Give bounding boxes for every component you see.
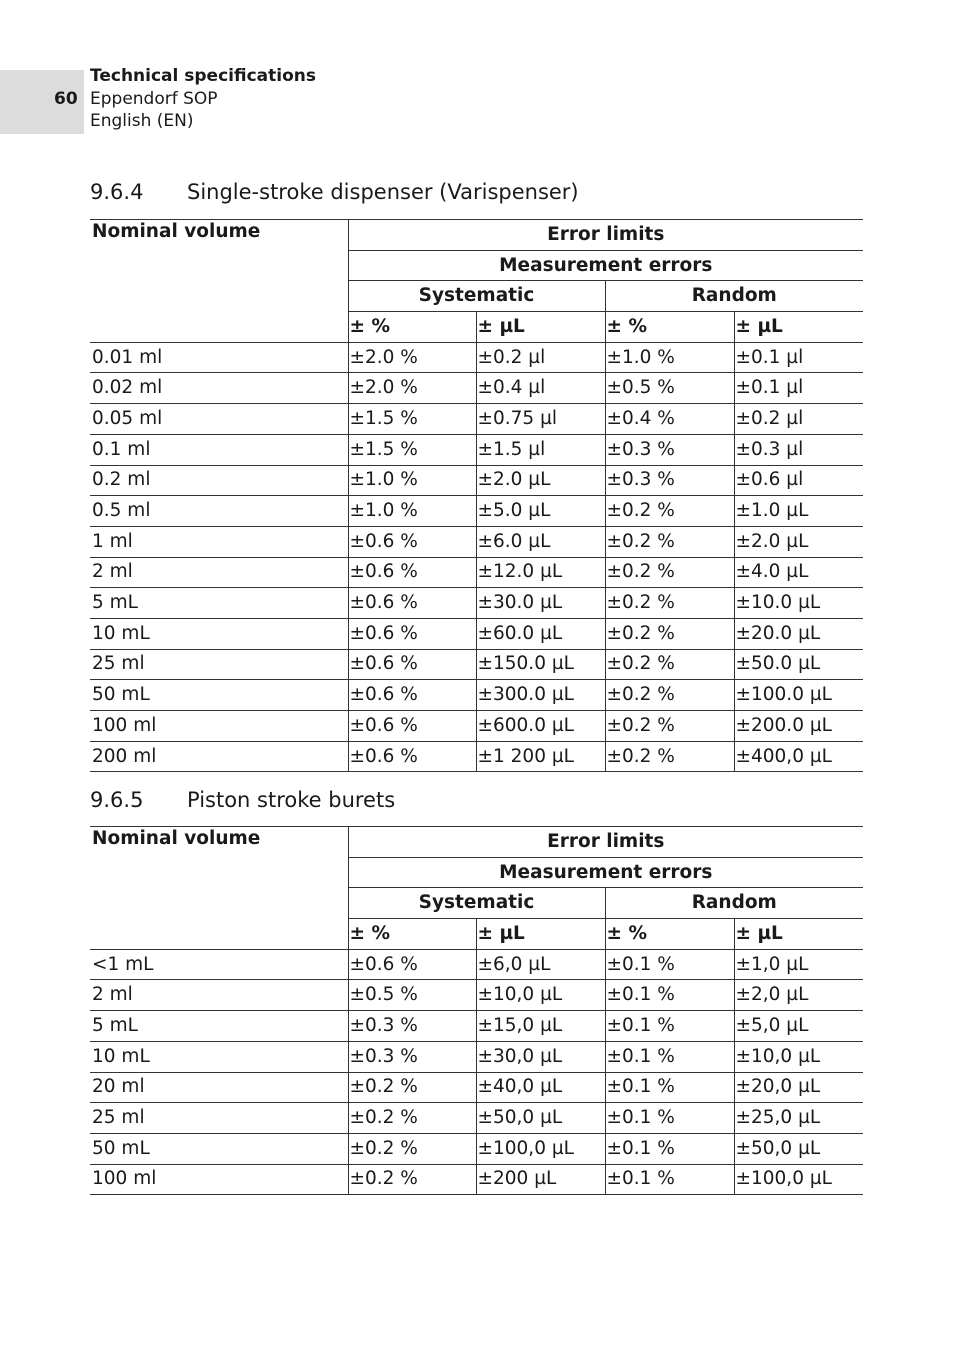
- table-row: [90, 741, 863, 772]
- cell-random-ul: ±20.0 µL: [734, 618, 863, 649]
- cell-random-ul: ±200.0 µL: [734, 711, 863, 742]
- cell-systematic-ul: ±600.0 µL: [476, 711, 605, 742]
- cell-random-pct: ±0.1 %: [605, 1041, 734, 1072]
- cell-random-ul: ±20,0 µL: [734, 1072, 863, 1103]
- spec-table-varispenser: [90, 219, 863, 772]
- header-systematic-ul: ± µL: [476, 919, 605, 950]
- section-number: 9.6.4: [90, 180, 144, 204]
- header-error-limits: Error limits: [348, 827, 863, 858]
- cell-random-ul: ±4.0 µL: [734, 557, 863, 588]
- header-random-ul: ± µL: [734, 312, 863, 343]
- header-systematic-pct: ± %: [348, 312, 476, 343]
- cell-nominal-volume: 1 ml: [90, 526, 348, 557]
- cell-random-ul: ±100,0 µL: [734, 1164, 863, 1195]
- header-nominal-volume: Nominal volume: [90, 220, 348, 343]
- cell-systematic-pct: ±0.6 %: [348, 557, 476, 588]
- cell-systematic-pct: ±1.0 %: [348, 496, 476, 527]
- cell-nominal-volume: 0.1 ml: [90, 434, 348, 465]
- cell-systematic-ul: ±15,0 µL: [476, 1011, 605, 1042]
- cell-systematic-pct: ±0.2 %: [348, 1072, 476, 1103]
- cell-random-pct: ±0.2 %: [605, 496, 734, 527]
- cell-systematic-ul: ±1.5 µl: [476, 434, 605, 465]
- cell-systematic-ul: ±5.0 µL: [476, 496, 605, 527]
- cell-nominal-volume: 25 ml: [90, 1103, 348, 1134]
- table-row: [90, 1133, 863, 1164]
- cell-random-ul: ±100.0 µL: [734, 680, 863, 711]
- table-row: [90, 949, 863, 980]
- cell-nominal-volume: 0.02 ml: [90, 373, 348, 404]
- table-row: [90, 1072, 863, 1103]
- cell-nominal-volume: 10 mL: [90, 618, 348, 649]
- cell-random-ul: ±5,0 µL: [734, 1011, 863, 1042]
- cell-random-pct: ±0.1 %: [605, 1103, 734, 1134]
- table-row: [90, 1103, 863, 1134]
- cell-systematic-pct: ±2.0 %: [348, 342, 476, 373]
- cell-systematic-pct: ±2.0 %: [348, 373, 476, 404]
- cell-systematic-pct: ±1.5 %: [348, 404, 476, 435]
- cell-systematic-pct: ±1.0 %: [348, 465, 476, 496]
- table-row: [90, 373, 863, 404]
- cell-random-pct: ±0.2 %: [605, 557, 734, 588]
- header-nominal-volume: Nominal volume: [90, 827, 348, 950]
- cell-systematic-ul: ±30.0 µL: [476, 588, 605, 619]
- section-title: Single-stroke dispenser (Varispenser): [187, 180, 579, 204]
- cell-nominal-volume: 5 mL: [90, 588, 348, 619]
- header-row: [90, 220, 863, 251]
- cell-random-pct: ±0.3 %: [605, 465, 734, 496]
- cell-systematic-pct: ±0.6 %: [348, 711, 476, 742]
- cell-systematic-ul: ±100,0 µL: [476, 1133, 605, 1164]
- header-systematic-pct: ± %: [348, 919, 476, 950]
- cell-systematic-ul: ±6.0 µL: [476, 526, 605, 557]
- table-row: [90, 1041, 863, 1072]
- cell-nominal-volume: 200 ml: [90, 741, 348, 772]
- cell-random-ul: ±0.1 µl: [734, 373, 863, 404]
- header-measurement-errors: Measurement errors: [348, 250, 863, 281]
- spec-table-piston-burets: [90, 826, 863, 1195]
- cell-random-pct: ±0.2 %: [605, 680, 734, 711]
- cell-random-pct: ±1.0 %: [605, 342, 734, 373]
- cell-systematic-pct: ±0.5 %: [348, 980, 476, 1011]
- table-row: [90, 680, 863, 711]
- header-systematic-ul: ± µL: [476, 312, 605, 343]
- table-row: [90, 1011, 863, 1042]
- header-systematic: Systematic: [348, 888, 605, 919]
- header-row: [90, 827, 863, 858]
- cell-random-pct: ±0.1 %: [605, 949, 734, 980]
- cell-systematic-pct: ±0.6 %: [348, 618, 476, 649]
- cell-systematic-ul: ±0.4 µl: [476, 373, 605, 404]
- cell-random-ul: ±2.0 µL: [734, 526, 863, 557]
- table-row: [90, 404, 863, 435]
- table-row: [90, 980, 863, 1011]
- cell-random-pct: ±0.1 %: [605, 1072, 734, 1103]
- cell-nominal-volume: 5 mL: [90, 1011, 348, 1042]
- cell-systematic-pct: ±0.3 %: [348, 1041, 476, 1072]
- table-row: [90, 496, 863, 527]
- table-row: [90, 465, 863, 496]
- cell-random-pct: ±0.4 %: [605, 404, 734, 435]
- header-random: Random: [605, 888, 863, 919]
- cell-nominal-volume: 0.2 ml: [90, 465, 348, 496]
- cell-systematic-pct: ±0.3 %: [348, 1011, 476, 1042]
- header-systematic: Systematic: [348, 281, 605, 312]
- header-title: Technical specifications: [90, 66, 316, 86]
- cell-systematic-pct: ±1.5 %: [348, 434, 476, 465]
- cell-systematic-ul: ±0.2 µl: [476, 342, 605, 373]
- cell-random-pct: ±0.2 %: [605, 618, 734, 649]
- table-row: [90, 649, 863, 680]
- cell-nominal-volume: 100 ml: [90, 711, 348, 742]
- table-row: [90, 526, 863, 557]
- cell-random-ul: ±10,0 µL: [734, 1041, 863, 1072]
- cell-nominal-volume: 2 ml: [90, 557, 348, 588]
- table-row: [90, 1164, 863, 1195]
- cell-systematic-ul: ±2.0 µL: [476, 465, 605, 496]
- cell-random-pct: ±0.2 %: [605, 711, 734, 742]
- cell-systematic-ul: ±200 µL: [476, 1164, 605, 1195]
- cell-random-ul: ±50,0 µL: [734, 1133, 863, 1164]
- table-row: [90, 342, 863, 373]
- table-row: [90, 557, 863, 588]
- cell-random-pct: ±0.2 %: [605, 526, 734, 557]
- cell-nominal-volume: 50 mL: [90, 1133, 348, 1164]
- cell-nominal-volume: 25 ml: [90, 649, 348, 680]
- cell-random-ul: ±10.0 µL: [734, 588, 863, 619]
- header-random: Random: [605, 281, 863, 312]
- header-random-ul: ± µL: [734, 919, 863, 950]
- cell-nominal-volume: 10 mL: [90, 1041, 348, 1072]
- header-random-pct: ± %: [605, 919, 734, 950]
- cell-random-pct: ±0.2 %: [605, 741, 734, 772]
- header-random-pct: ± %: [605, 312, 734, 343]
- cell-random-ul: ±0.3 µl: [734, 434, 863, 465]
- page-number: 60: [54, 89, 78, 109]
- cell-nominal-volume: 50 mL: [90, 680, 348, 711]
- cell-nominal-volume: 100 ml: [90, 1164, 348, 1195]
- header-language: English (EN): [90, 111, 194, 131]
- table-row: [90, 434, 863, 465]
- cell-systematic-ul: ±30,0 µL: [476, 1041, 605, 1072]
- header-measurement-errors: Measurement errors: [348, 857, 863, 888]
- cell-random-pct: ±0.1 %: [605, 1011, 734, 1042]
- cell-random-pct: ±0.1 %: [605, 1133, 734, 1164]
- cell-systematic-ul: ±150.0 µL: [476, 649, 605, 680]
- cell-systematic-ul: ±10,0 µL: [476, 980, 605, 1011]
- cell-nominal-volume: 0.01 ml: [90, 342, 348, 373]
- table-row: [90, 588, 863, 619]
- cell-random-ul: ±1,0 µL: [734, 949, 863, 980]
- cell-nominal-volume: 0.5 ml: [90, 496, 348, 527]
- cell-random-pct: ±0.1 %: [605, 1164, 734, 1195]
- table-row: [90, 618, 863, 649]
- cell-random-ul: ±25,0 µL: [734, 1103, 863, 1134]
- cell-systematic-ul: ±0.75 µl: [476, 404, 605, 435]
- cell-systematic-pct: ±0.6 %: [348, 526, 476, 557]
- cell-systematic-ul: ±50,0 µL: [476, 1103, 605, 1134]
- cell-random-pct: ±0.3 %: [605, 434, 734, 465]
- cell-random-pct: ±0.5 %: [605, 373, 734, 404]
- cell-random-ul: ±0.6 µl: [734, 465, 863, 496]
- cell-random-pct: ±0.1 %: [605, 980, 734, 1011]
- section-number: 9.6.5: [90, 788, 144, 812]
- cell-systematic-ul: ±40,0 µL: [476, 1072, 605, 1103]
- cell-nominal-volume: <1 mL: [90, 949, 348, 980]
- cell-systematic-pct: ±0.6 %: [348, 949, 476, 980]
- cell-random-ul: ±0.1 µl: [734, 342, 863, 373]
- cell-nominal-volume: 0.05 ml: [90, 404, 348, 435]
- section-heading-9-6-4: [90, 180, 579, 204]
- cell-random-pct: ±0.2 %: [605, 649, 734, 680]
- header-document: Eppendorf SOP: [90, 88, 218, 109]
- cell-random-pct: ±0.2 %: [605, 588, 734, 619]
- section-heading-9-6-5: [90, 788, 395, 812]
- table-row: [90, 711, 863, 742]
- cell-systematic-pct: ±0.6 %: [348, 588, 476, 619]
- cell-random-ul: ±1.0 µL: [734, 496, 863, 527]
- cell-systematic-ul: ±1 200 µL: [476, 741, 605, 772]
- cell-systematic-pct: ±0.6 %: [348, 680, 476, 711]
- running-header: [90, 65, 316, 133]
- cell-random-ul: ±2,0 µL: [734, 980, 863, 1011]
- cell-systematic-ul: ±60.0 µL: [476, 618, 605, 649]
- section-title: Piston stroke burets: [187, 788, 396, 812]
- cell-systematic-pct: ±0.2 %: [348, 1103, 476, 1134]
- cell-systematic-pct: ±0.2 %: [348, 1133, 476, 1164]
- cell-systematic-ul: ±12.0 µL: [476, 557, 605, 588]
- cell-nominal-volume: 20 ml: [90, 1072, 348, 1103]
- cell-systematic-pct: ±0.2 %: [348, 1164, 476, 1195]
- cell-random-ul: ±0.2 µl: [734, 404, 863, 435]
- header-error-limits: Error limits: [348, 220, 863, 251]
- cell-systematic-ul: ±300.0 µL: [476, 680, 605, 711]
- cell-systematic-pct: ±0.6 %: [348, 741, 476, 772]
- cell-random-ul: ±400,0 µL: [734, 741, 863, 772]
- cell-nominal-volume: 2 ml: [90, 980, 348, 1011]
- cell-random-ul: ±50.0 µL: [734, 649, 863, 680]
- cell-systematic-ul: ±6,0 µL: [476, 949, 605, 980]
- cell-systematic-pct: ±0.6 %: [348, 649, 476, 680]
